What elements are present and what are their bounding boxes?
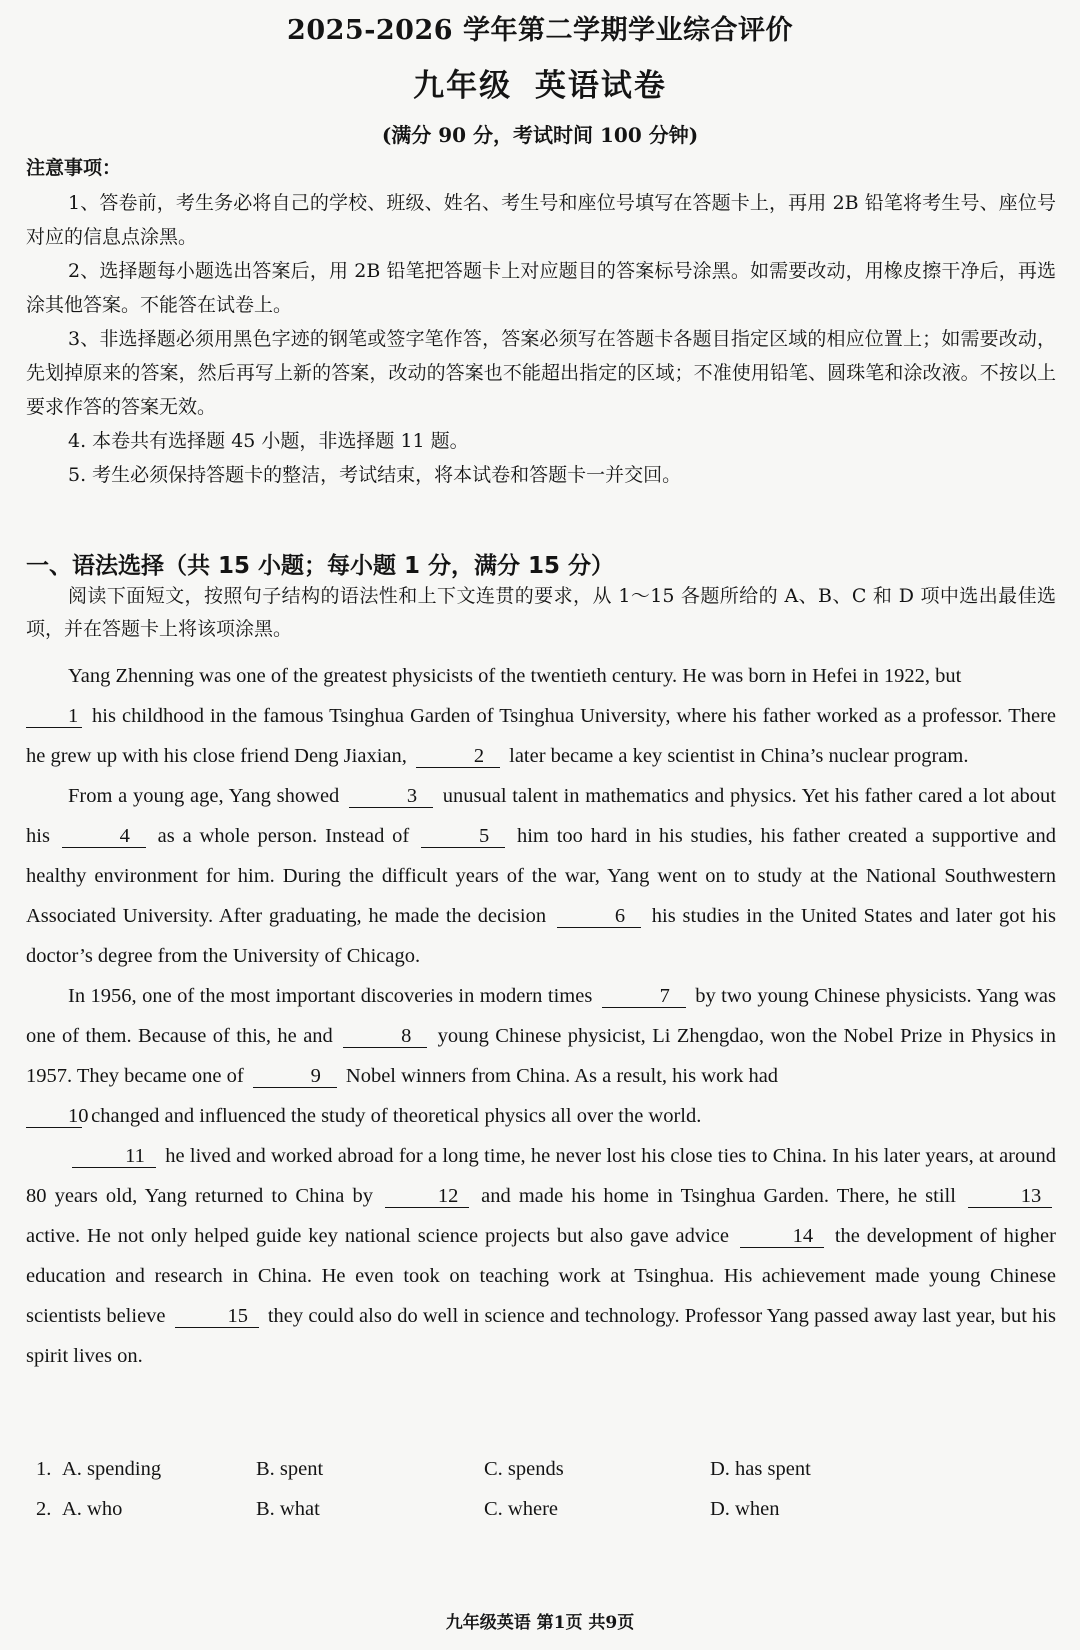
passage-text: In 1956, one of the most important discoveries in modern times <box>68 985 598 1007</box>
passage-paragraph <box>26 1136 1056 1376</box>
answer-blank: 13 <box>968 1185 1052 1208</box>
option-c: C. spends <box>484 1458 564 1480</box>
answer-blank: 11 <box>72 1145 156 1168</box>
exam-subject-title: 九年级 英语试卷 <box>413 68 667 104</box>
answer-blank: 7 <box>602 985 686 1008</box>
passage-text: changed and influenced the study of theoretical physics all over the world. <box>86 1105 702 1127</box>
answer-blank: 8 <box>343 1025 427 1048</box>
answer-blank: 5 <box>421 825 505 848</box>
question-number: 1. <box>36 1458 52 1480</box>
passage-text: active. He not only helped guide key national science projects but also gave advice <box>26 1225 736 1247</box>
question-row <box>36 1458 1036 1498</box>
answer-blank: 6 <box>557 905 641 928</box>
passage-text: From a young age, Yang showed <box>68 785 346 807</box>
exam-score-time: (满分 90 分，考试时间 100 分钟) <box>381 123 699 147</box>
passage-text: unusual talent in mathematics and physics. Yet his father cared a lot about his <box>26 785 1056 847</box>
notes-heading: 注意事项： <box>26 157 122 179</box>
question-number: 2. <box>36 1498 52 1520</box>
passage-text: he lived and worked abroad for a long time, he never lost his close ties to China. In his later years, at around 80 years old, Yang returned to China by <box>26 1145 1056 1207</box>
section-instructions: 阅读下面短文，按照句子结构的语法性和上下文连贯的要求，从 1～15 各题所给的 A、B、C 和 D 项中选出最佳选项，并在答题卡上将该项涂黑。 <box>26 585 1056 640</box>
passage-paragraph <box>26 976 1056 1136</box>
option-a: A. who <box>62 1498 123 1520</box>
answer-blank: 4 <box>62 825 146 848</box>
passage-text: his studies in the United States and later got his doctor’s degree from the University of Chicago. <box>26 905 1056 967</box>
reading-passage <box>26 656 1056 1376</box>
passage-text: the development of higher education and research in China. He even took on teaching work at Tsinghua. His achievement made young Chinese scientists believe <box>26 1225 1056 1327</box>
answer-blank: 14 <box>740 1225 824 1248</box>
note-item: 3、非选择题必须用黑色字迹的钢笔或签字笔作答，答案必须写在答题卡各题目指定区域的相应位置上；如需要改动，先划掉原来的答案，然后再写上新的答案，改动的答案也不能超出指定的区域；不准使用铅笔、圆珠笔和涂改液。不按以上要求作答的答案无效。 <box>26 328 1056 418</box>
option-a: A. spending <box>62 1458 162 1480</box>
notes-list <box>26 186 1056 492</box>
question-row <box>36 1498 1036 1538</box>
answer-blank: 3 <box>349 785 433 808</box>
note-item: 4. 本卷共有选择题 45 小题，非选择题 11 题。 <box>68 430 469 452</box>
option-d: D. has spent <box>710 1458 811 1480</box>
passage-paragraph <box>26 656 1056 776</box>
passage-paragraph <box>26 776 1056 976</box>
passage-text: Nobel winners from China. As a result, his work had <box>340 1065 779 1087</box>
option-d: D. when <box>710 1498 780 1520</box>
note-item: 1、答卷前，考生务必将自己的学校、班级、姓名、考生号和座位号填写在答题卡上，再用 2B 铅笔将考生号、座位号对应的信息点涂黑。 <box>26 192 1056 248</box>
passage-text: him too hard in his studies, his father created a supportive and healthy environment for him. During the difficult years of the war, Yang went on to study at the National Southwestern Associated University. After graduating, he made the decision <box>26 825 1056 927</box>
answer-blank: 12 <box>385 1185 469 1208</box>
passage-text: and made his home in Tsinghua Garden. There, he still <box>473 1185 965 1207</box>
option-b: B. spent <box>256 1458 324 1480</box>
answer-blank: 10 <box>26 1105 82 1128</box>
passage-text: his childhood in the famous Tsinghua Garden of Tsinghua University, where his father worked as a professor. There he grew up with his close friend Deng Jiaxian, <box>26 705 1056 767</box>
passage-text: by two young Chinese physicists. Yang was one of them. Because of this, he and <box>26 985 1056 1047</box>
answer-blank: 15 <box>175 1305 259 1328</box>
note-item: 2、选择题每小题选出答案后，用 2B 铅笔把答题卡上对应题目的答案标号涂黑。如需要改动，用橡皮擦干净后，再选涂其他答案。不能答在试卷上。 <box>26 260 1056 316</box>
exam-title: 2025-2026 学年第二学期学业综合评价 <box>287 15 793 46</box>
answer-blank: 1 <box>26 705 82 728</box>
passage-text: young Chinese physicist, Li Zhengdao, won the Nobel Prize in Physics in 1957. They became one of <box>26 1025 1056 1087</box>
passage-text: they could also do well in science and technology. Professor Yang passed away last year, but his spirit lives on. <box>26 1305 1056 1367</box>
page-footer: 九年级英语 第1页 共9页 <box>445 1613 635 1633</box>
answer-blank: 9 <box>253 1065 337 1088</box>
passage-text: as a whole person. Instead of <box>149 825 418 847</box>
note-item: 5. 考生必须保持答题卡的整洁，考试结束，将本试卷和答题卡一并交回。 <box>68 464 682 486</box>
question-options <box>36 1458 1036 1538</box>
passage-text: Yang Zhenning was one of the greatest physicists of the twentieth century. He was born in Hefei in 1922, but <box>68 665 962 687</box>
option-b: B. what <box>256 1498 320 1520</box>
option-c: C. where <box>484 1498 559 1520</box>
answer-blank: 2 <box>416 745 500 768</box>
section-heading: 一、语法选择（共 15 小题；每小题 1 分，满分 15 分） <box>26 553 615 579</box>
passage-text: later became a key scientist in China’s nuclear program. <box>504 745 969 767</box>
